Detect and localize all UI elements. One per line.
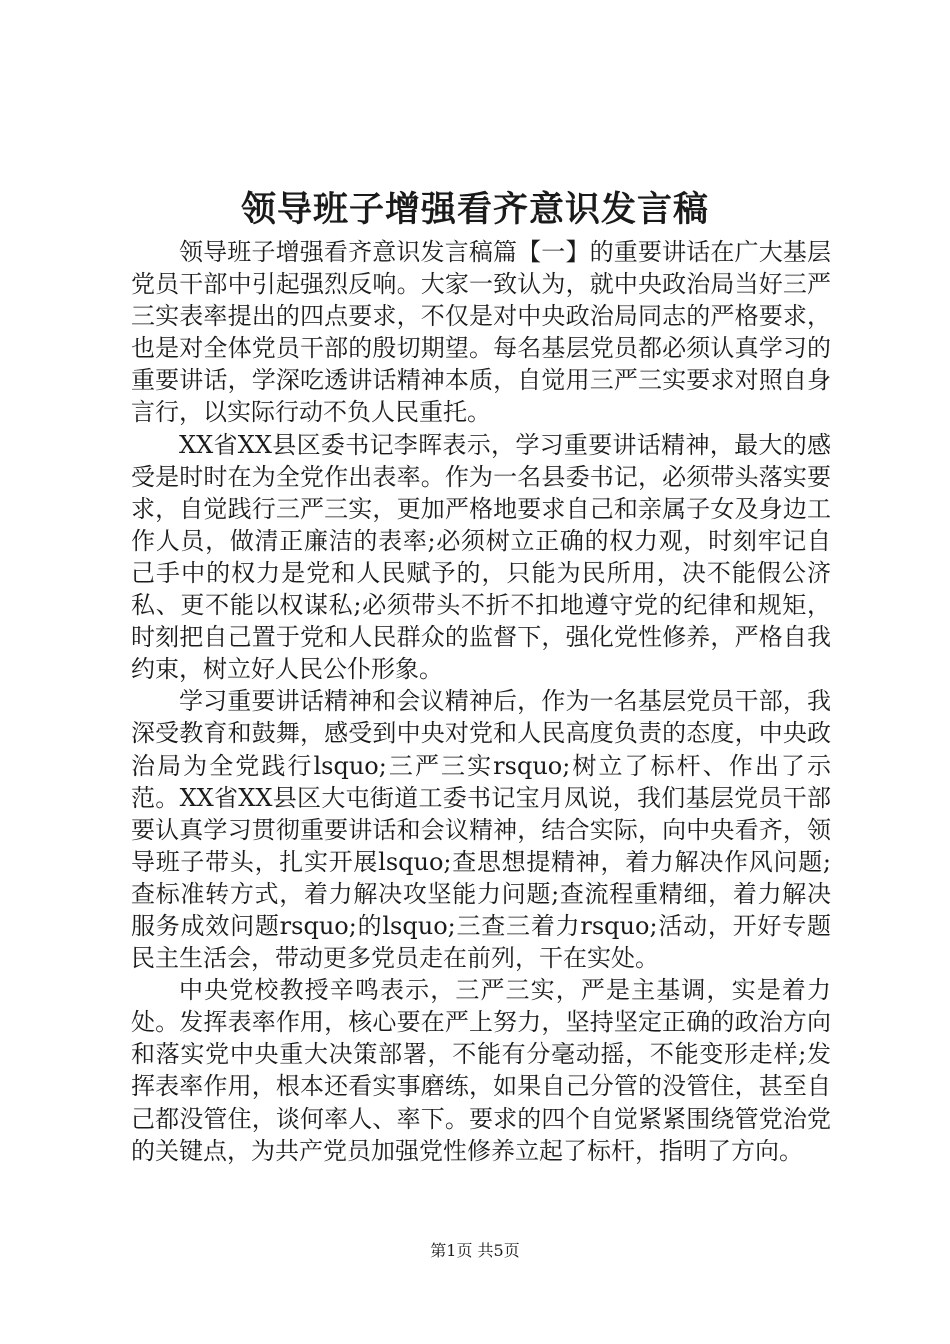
- paragraph-2: XX省XX县区委书记李晖表示，学习重要讲话精神，最大的感受是时时在为全党作出表率。作为一名县委书记，必须带头落实要求，自觉践行三严三实，更加严格地要求自己和亲属子女及身边工作人员，做清正廉洁的表率;必须树立正确的权力观，时刻牢记自己手中的权力是党和人民赋予的，只能为民所用，决不能假公济私、更不能以权谋私;必须带头不折不扣地遵守党的纪律和规矩，时刻把自己置于党和人民群众的监督下，强化党性修养，严格自我约束，树立好人民公仆形象。: [131, 430, 831, 684]
- paragraph-4: 中央党校教授辛鸣表示，三严三实，严是主基调，实是着力处。发挥表率作用，核心要在严上努力，坚持坚定正确的政治方向和落实党中央重大决策部署，不能有分毫动摇，不能变形走样;发挥表率作用，根本还看实事磨练，如果自己分管的没管住，甚至自己都没管住，谈何率人、率下。要求的四个自觉紧紧围绕管党治党的关键点，为共产党员加强党性修养立起了标杆，指明了方向。: [131, 976, 831, 1165]
- paragraph-3: 学习重要讲话精神和会议精神后，作为一名基层党员干部，我深受教育和鼓舞，感受到中央对党和人民高度负责的态度，中央政治局为全党践行lsquo;三严三实rsquo;树立了标杆、作出了示范。XX省XX县区大屯街道工委书记宝月凤说，我们基层党员干部要认真学习贯彻重要讲话和会议精神，结合实际，向中央看齐，领导班子带头，扎实开展lsquo;查思想提精神，着力解决作风问题;查标准转方式，着力解决攻坚能力问题;查流程重精细，着力解决服务成效问题rsquo;的lsquo;三查三着力rsquo;活动，开好专题民主生活会，带动更多党员走在前列，干在实处。: [131, 687, 831, 973]
- page-footer: 第1页 共5页: [430, 1241, 520, 1260]
- document-body: [131, 236, 831, 1167]
- paragraph-1: 领导班子增强看齐意识发言稿篇【一】的重要讲话在广大基层党员干部中引起强烈反响。大家一致认为，就中央政治局当好三严三实表率提出的四点要求，不仅是对中央政治局同志的严格要求，也是对全体党员干部的殷切期望。每名基层党员都必须认真学习的重要讲话，学深吃透讲话精神本质，自觉用三严三实要求对照自身言行，以实际行动不负人民重托。: [131, 238, 831, 427]
- document-title: 领导班子增强看齐意识发言稿: [240, 189, 709, 230]
